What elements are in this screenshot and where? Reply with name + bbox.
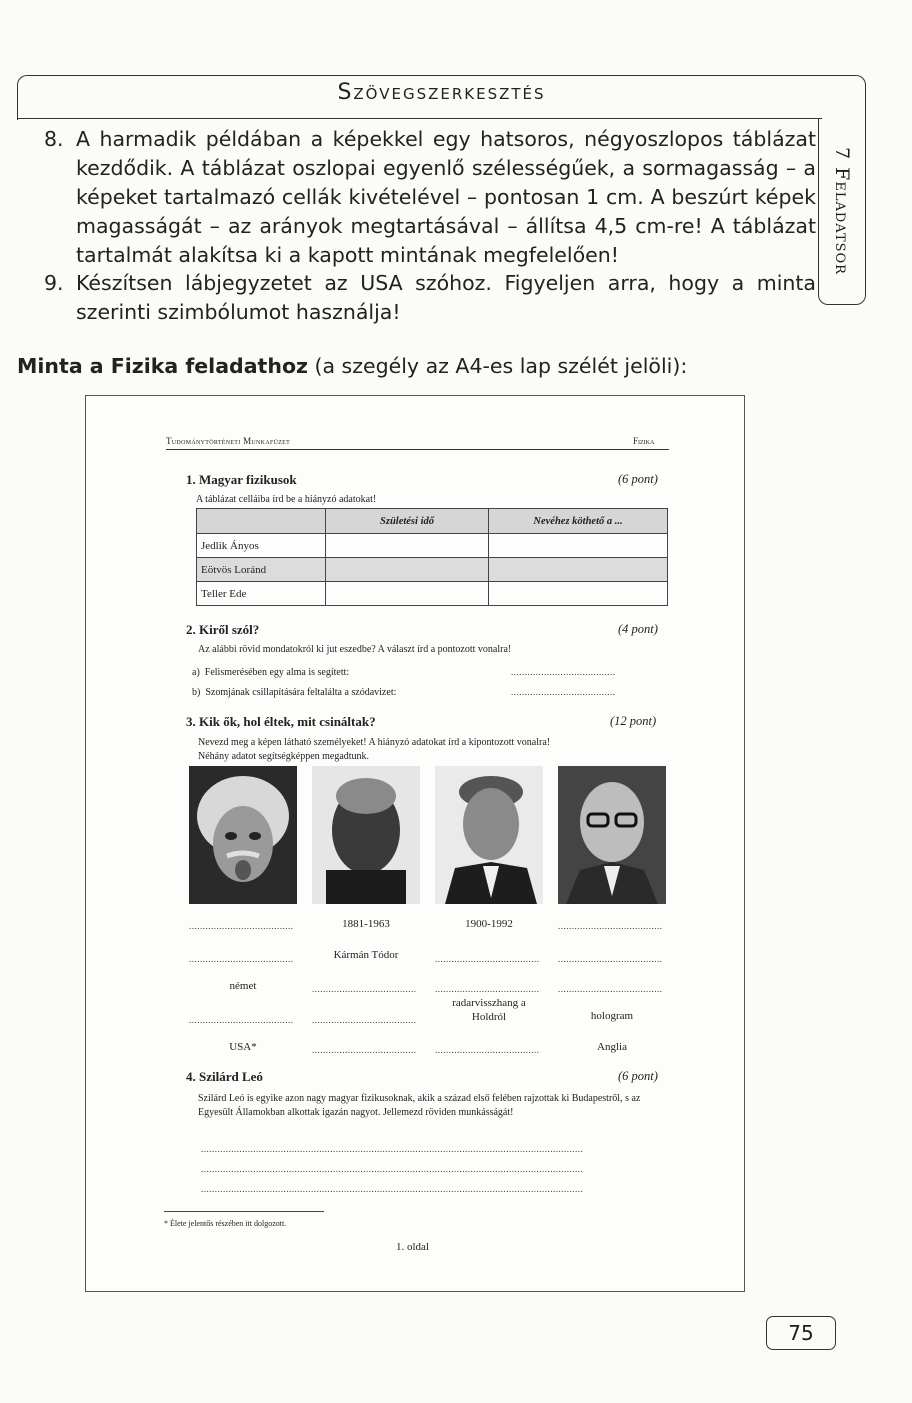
table-cell xyxy=(326,534,489,558)
blank-dotted-line: ...................................... xyxy=(435,954,540,964)
section-4-points: (6 pont) xyxy=(618,1069,658,1083)
item-label: b) xyxy=(192,687,201,698)
answer-dotted-line: ...................................... xyxy=(511,667,616,677)
table-cell xyxy=(326,582,489,606)
section-1-instruction: A táblázat celláiba írd be a hiányzó adatokat! xyxy=(196,494,377,505)
sample-page xyxy=(85,395,745,1292)
chapter-title: Szövegszerkesztés xyxy=(337,80,546,105)
task-number: 8. xyxy=(44,127,64,151)
section-3-points: (12 pont) xyxy=(610,714,657,728)
section-2-points: (4 pont) xyxy=(618,622,658,636)
task-8 xyxy=(44,125,816,270)
invention-3: radarvisszhang a Holdról xyxy=(452,997,526,1023)
side-tab-label: 7 Feladatsor xyxy=(831,147,853,275)
section-2-title: 2. Kiről szól? xyxy=(186,622,260,637)
task-text: A harmadik példában a képekkel egy hatsoros, négyoszlopos táblázat kezdődik. A táblázat oszlopai egyenlő szélességűek, a sormagasság – a képeket tartalmazó cellák kivételével – pontosan 1 cm. A beszúrt képek magasságát – az arányok megtartásával – állítsa 4,5 cm-re! A táblázat tartalmát alakítsa ki a kapott mintának megfelelően! xyxy=(76,127,816,267)
task-text: Készítsen lábjegyzetet az USA szóhoz. Figyeljen arra, hogy a minta szerinti szimbólumot használja! xyxy=(76,271,816,324)
section-3-instruction-2: Néhány adatot segítségképpen megadtunk. xyxy=(198,751,370,762)
portrait-photo-2 xyxy=(312,766,420,904)
sample-page-number: 1. oldal xyxy=(396,1241,429,1253)
portrait-photo-3 xyxy=(435,766,543,904)
table-header-cell: Nevéhez köthető a ... xyxy=(489,509,668,534)
sample-header-right: Fizika xyxy=(633,436,655,446)
answer-dotted-line: ...................................... xyxy=(511,687,616,697)
answer-line: ........................................................................................................................................... xyxy=(201,1184,584,1194)
item-label: a) xyxy=(192,667,200,678)
section-4-title: 4. Szilárd Leó xyxy=(186,1069,263,1084)
table-row xyxy=(197,558,668,582)
blank-dotted-line: ...................................... xyxy=(435,984,540,994)
table-cell xyxy=(489,558,668,582)
footnote-rule xyxy=(164,1211,324,1212)
section-1-points: (6 pont) xyxy=(618,472,658,486)
sample-caption-rest: (a szegély az A4-es lap szélét jelöli): xyxy=(307,354,688,378)
header-divider xyxy=(17,118,822,119)
blank-dotted-line: ...................................... xyxy=(558,984,663,994)
section-1-title: 1. Magyar fizikusok xyxy=(186,472,297,487)
table-cell-name: Teller Ede xyxy=(197,582,326,606)
side-tab xyxy=(818,118,866,305)
table-header-cell xyxy=(197,509,326,534)
blank-dotted-line: ...................................... xyxy=(312,984,417,994)
task-number: 9. xyxy=(44,271,64,295)
item-text: Szomjának csillapítására feltalálta a szódavizet: xyxy=(205,687,397,698)
footnote: * Élete jelentős részében itt dolgozott. xyxy=(164,1219,287,1228)
table-cell-name: Eötvös Loránd xyxy=(197,558,326,582)
table-row xyxy=(197,582,668,606)
blank-dotted-line: ...................................... xyxy=(189,954,294,964)
task-9 xyxy=(44,269,816,327)
birth-death-2: 1881-1963 xyxy=(342,918,390,930)
section-4-text: Szilárd Leó is egyike azon nagy magyar fizikusoknak, akik a század első felében rajzottak ki Budapestről, s az Egyesült Államokban alkottak igazán nagyot. Jellemezd röviden munkásságát! xyxy=(198,1093,641,1118)
answer-line: ........................................................................................................................................... xyxy=(201,1144,584,1154)
country-1: USA* xyxy=(229,1041,257,1053)
table-cell-name: Jedlik Ányos xyxy=(197,534,326,558)
blank-dotted-line: ...................................... xyxy=(189,1015,294,1025)
invention-4: hologram xyxy=(590,1010,634,1022)
portrait-photo-1 xyxy=(189,766,297,904)
section-2-item-a xyxy=(192,667,349,678)
section-3-instruction: Nevezd meg a képen látható személyeket! A hiányzó adatokat írd a kipontozott vonalra! xyxy=(198,737,551,748)
answer-line: ........................................................................................................................................... xyxy=(201,1164,584,1174)
section-3-title: 3. Kik ők, hol éltek, mit csináltak? xyxy=(186,714,376,729)
blank-dotted-line: ...................................... xyxy=(435,1045,540,1055)
birth-death-3: 1900-1992 xyxy=(465,918,513,930)
blank-dotted-line: ...................................... xyxy=(189,921,294,931)
country-4: Anglia xyxy=(597,1041,627,1053)
item-text: Felismerésében egy alma is segített: xyxy=(204,667,350,678)
blank-dotted-line: ...................................... xyxy=(312,1045,417,1055)
section-2-item-b xyxy=(192,687,396,698)
table-cell xyxy=(489,582,668,606)
name-2: Kármán Tódor xyxy=(333,949,399,961)
blank-dotted-line: ...................................... xyxy=(312,1015,417,1025)
table-row xyxy=(197,534,668,558)
sample-header-left: Tudománytörténeti Munkafüzet xyxy=(166,436,291,446)
table-header-cell: Születési idő xyxy=(326,509,489,534)
physicists-table xyxy=(196,508,668,606)
sample-caption-bold: Minta a Fizika feladathoz xyxy=(17,354,308,378)
section-2-instruction: Az alábbi rövid mondatokról ki jut eszedbe? A választ írd a pontozott vonalra! xyxy=(198,644,512,655)
table-cell xyxy=(489,534,668,558)
blank-dotted-line: ...................................... xyxy=(558,921,663,931)
page-number: 75 xyxy=(766,1316,836,1350)
portrait-photo-4 xyxy=(558,766,666,904)
nationality-1: német xyxy=(229,980,257,992)
sample-caption xyxy=(17,354,887,378)
blank-dotted-line: ...................................... xyxy=(558,954,663,964)
table-cell xyxy=(326,558,489,582)
sample-header-rule xyxy=(166,449,669,450)
